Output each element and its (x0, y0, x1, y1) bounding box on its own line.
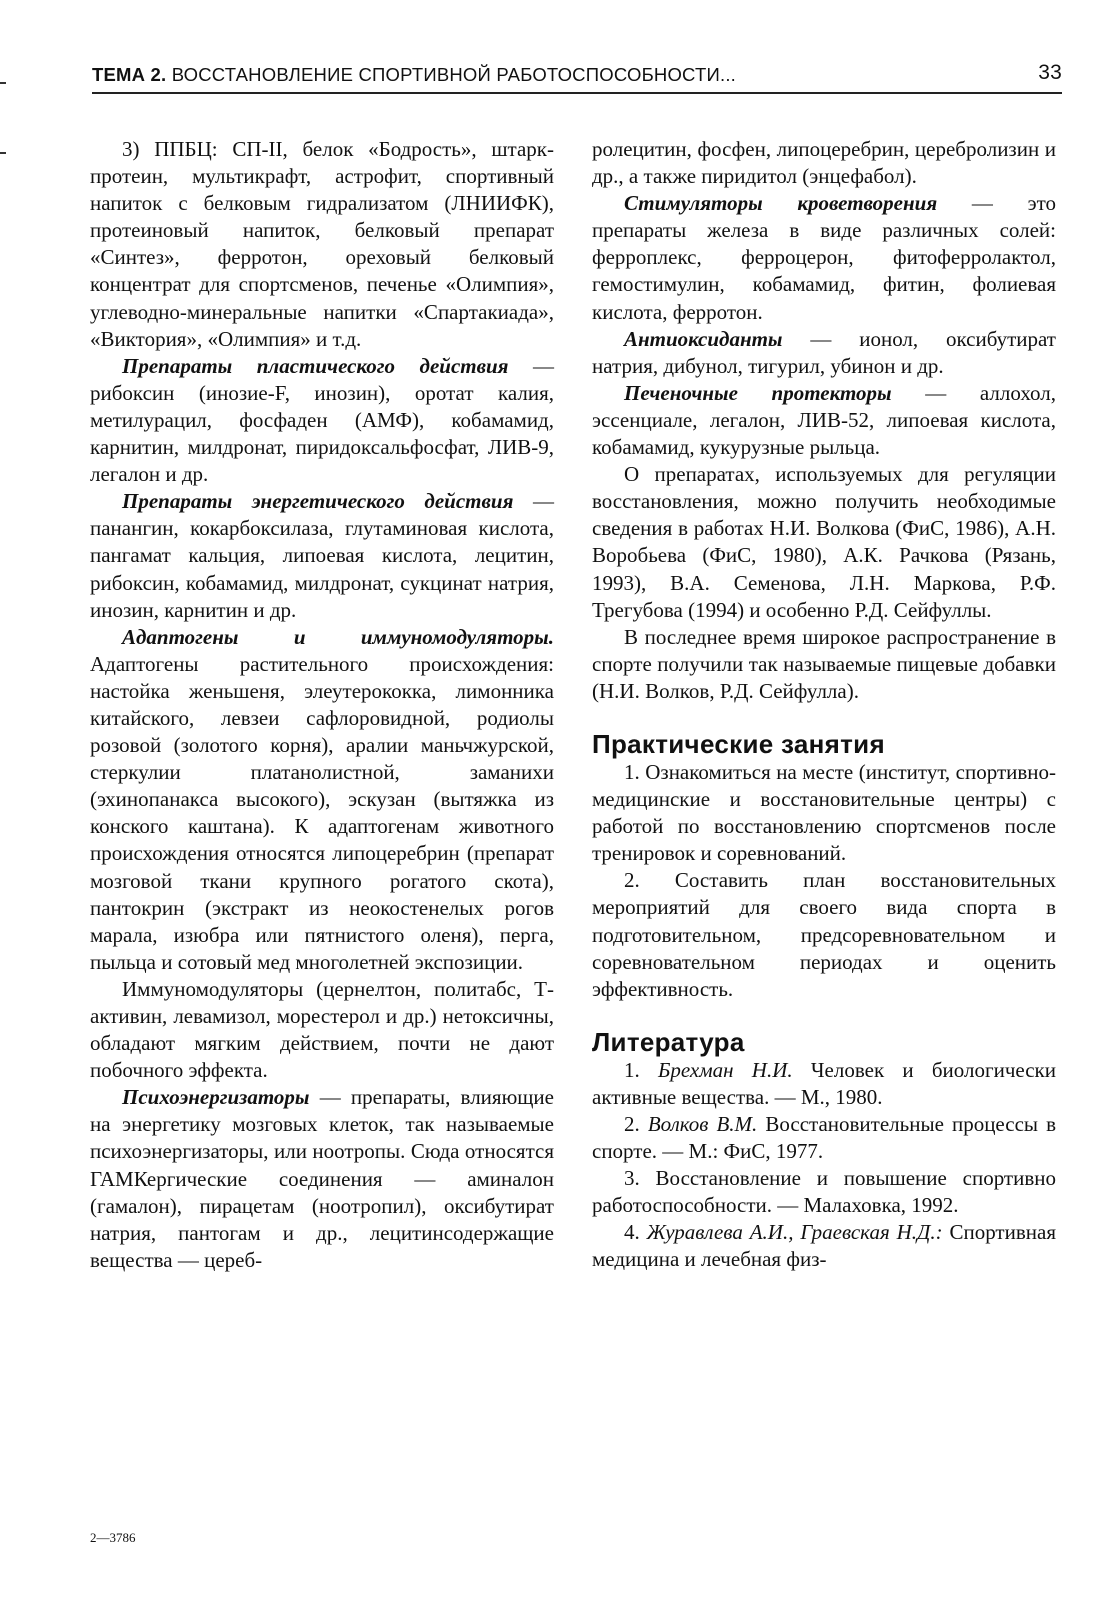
term: Стимуляторы кроветворения (624, 191, 938, 216)
paragraph (592, 326, 1056, 380)
list-item: 1. Ознакомиться на месте (институт, спортивно-медицинские и восстановительные центры) с работой по восстановлению спортсменов после тренировок и соревнований. (592, 759, 1056, 866)
term: Печеночные протекторы (624, 380, 892, 405)
reference-number: 1. (624, 1057, 658, 1082)
paragraph-text: — панангин, кокарбоксилаза, глутаминовая кислота, пангамат кальция, липоевая кислота, лецитин, рибоксин, кобамамид, милдронат, сукцинат натрия, инозин, карнитин и др. (90, 489, 554, 622)
paragraph: О препаратах, используемых для регуляции восстановления, можно получить необходимые сведения в работах Н.И. Волкова (ФиС, 1986), А.Н. Воробьева (ФиС, 1980), А.К. Рачкова (Рязань, 1993), В.А. Семенова, Л.Н. Маркова, Р.Ф. Трегубова (1994) и особенно Р.Д. Сейфуллы. (592, 462, 1056, 622)
paragraph-text: Адаптогены растительного происхождения: настойка женьшеня, элеутерококка, лимонника китайского, левзеи сафлоровидной, родиолы розовой (золотого корня), аралии маньчжурской, стеркулии платанолистной, заманихи (эхинопанакса высокого), эскузан (вытяжка из конского каштана). К адаптогенам животного происхождения относятся липоцеребрин (препарат мозговой ткани крупного рогатого скота), пантокрин (экстракт из неокостенелых рогов марала, изюбра или пятнистого оленя), перга, пыльца и сотовый мед многолетней экспозиции. (90, 651, 554, 974)
section-heading-literature: Литература (592, 1026, 745, 1057)
paragraph (592, 380, 1056, 461)
paragraph (90, 1084, 554, 1274)
reference-number: 4. (624, 1220, 647, 1245)
reference-text: Спортивная медицина и лечебная физ- (592, 1220, 1056, 1272)
printer-signature: 2—3786 (90, 1530, 136, 1545)
term: Антиоксиданты (624, 326, 783, 351)
reference-item (592, 1111, 1056, 1165)
margin-mark (0, 152, 6, 154)
margin-mark (0, 82, 6, 84)
paragraph (90, 353, 554, 488)
reference-author: Журавлева А.И., Граевская Н.Д.: (646, 1220, 943, 1245)
reference-text: Восстановительные процессы в спорте. — М.: ФиС, 1977. (592, 1112, 1057, 1164)
paragraph-text: — препараты, влияющие на энергетику мозговых клеток, так называемые психоэнергизаторы, или ноотропы. Сюда относятся ГАМКергические соединения — аминалон (гамалон), пирацетам (ноотропил), оксибутират натрия, пантогам и др., лецитинсодержащие вещества — цереб- (90, 1085, 554, 1272)
reference-text: Человек и биологически активные вещества. — М., 1980. (592, 1057, 1056, 1109)
paragraph: Иммуномодуляторы (цернелтон, политабс, Т-активин, левамизол, морестерол и др.) нетоксичны, обладают мягким действием, почти не дают побочного эффекта. (90, 976, 554, 1083)
reference-item (592, 1057, 1056, 1111)
paragraph-text: — это препараты железа в виде различных солей: ферроплекс, ферроцерон, фитоферролактол, гемостимулин, кобамамид, фитин, фолиевая кислота, ферротон. (592, 191, 1056, 324)
paragraph: В последнее время широкое распространение в спорте получили так называемые пищевые добавки (Н.И. Волков, Р.Д. Сейфулла). (592, 624, 1056, 703)
paragraph (592, 190, 1056, 325)
left-column (90, 136, 554, 1274)
right-column (592, 136, 1056, 1274)
paragraph (90, 624, 554, 976)
term: Препараты энергетического действия (122, 489, 514, 514)
reference-item: 3. Восстановление и повышение спортивно работоспособности. — Малаховка, 1992. (592, 1166, 1056, 1218)
term: Адаптогены и иммуномодуляторы. (122, 624, 554, 649)
reference-author: Брехман Н.И. (658, 1057, 793, 1082)
reference-number: 2. (624, 1112, 648, 1136)
paragraph (90, 488, 554, 623)
paragraph: 3) ППБЦ: СП-II, белок «Бодрость», штарк-протеин, мультикрафт, астрофит, спортивный напиток с белковым гидрализатом (ЛНИИФК), протеиновый напиток, белковый препарат «Синтез», ферротон, ореховый белковый концентрат для спортсменов, печенье «Олимпия», углеводно-минеральные напитки «Спартакиада», «Виктория», «Олимпия» и т.д. (90, 137, 554, 351)
paragraph-text: — рибоксин (инозие-F, инозин), оротат калия, метилурацил, фосфаден (АМФ), кобамамид, карнитин, милдронат, пиридоксальфосфат, ЛИВ-9, легалон и др. (90, 353, 555, 487)
reference-item (592, 1219, 1056, 1273)
reference-author: Волков В.М. (647, 1112, 758, 1136)
term: Психоэнергизаторы (122, 1085, 310, 1110)
running-header (92, 58, 1062, 94)
header-topic-number: ТЕМА 2. (92, 64, 167, 85)
header-topic-title: ВОССТАНОВЛЕНИЕ СПОРТИВНОЙ РАБОТОСПОСОБНОСТИ... (166, 64, 737, 85)
page-number: 33 (1038, 61, 1062, 84)
header-topic (92, 64, 736, 86)
paragraph: ролецитин, фосфен, липоцеребрин, церебролизин и др., а также пиридитол (энцефабол). (592, 137, 1056, 189)
section-heading-practice: Практические занятия (592, 728, 885, 759)
paragraph-text: — аллохол, эссенциале, легалон, ЛИВ-52, липоевая кислота, кобамамид, кукурузные рыльца. (592, 380, 1056, 460)
list-item: 2. Составить план восстановительных мероприятий для своего вида спорта в подготовительном, предсоревновательном и соревновательном периодах и оценить эффективность. (592, 868, 1056, 1001)
term: Препараты пластического действия (122, 353, 509, 378)
paragraph-text: — ионол, оксибутират натрия, дибунол, тигурил, убинон и др. (592, 326, 1056, 378)
